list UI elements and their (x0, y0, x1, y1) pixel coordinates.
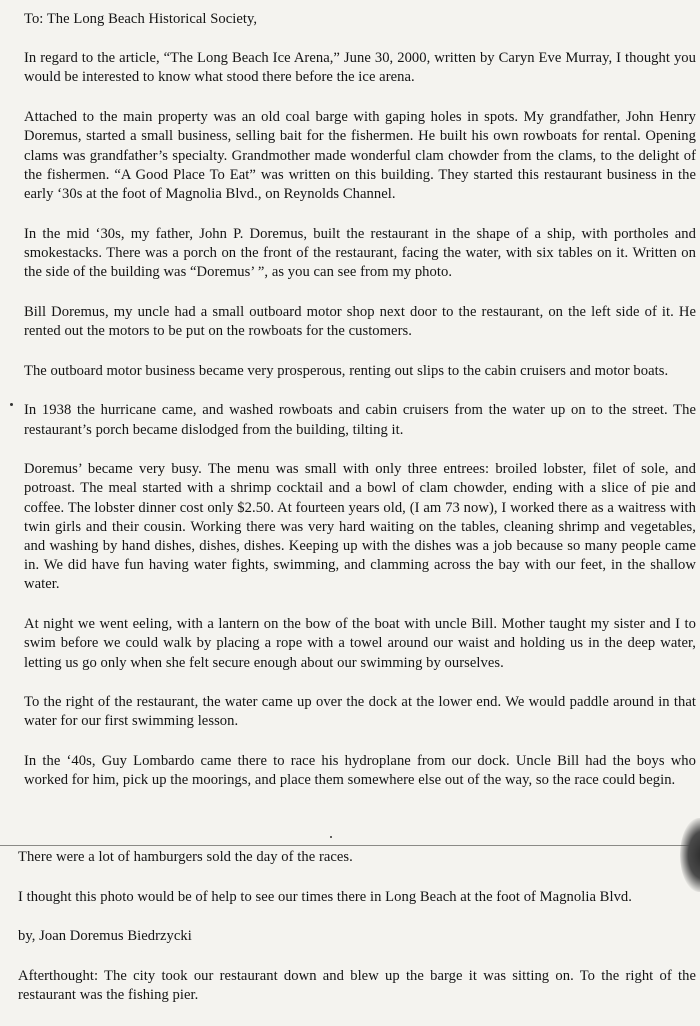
paragraph-guy-lombardo: In the ‘40s, Guy Lombardo came there to race his hydroplane from our dock. Uncle Bill had the boys who worked for him, pick up the moorings, and place them somewhere else out of the way, so the race could begin. (24, 753, 696, 789)
letter-upper-section (24, 10, 696, 811)
paragraph-motor-shop: Bill Doremus, my uncle had a small outboard motor shop next door to the restaurant, on the left side of it. He rented out the motors to be put on the rowboats for the customers. (24, 303, 696, 339)
paragraph-coal-barge: Attached to the main property was an old coal barge with gaping holes in spots. My grandfather, John Henry Doremus, started a small business, selling bait for the fishermen. He built his own rowboats for rental. Opening clams was grandfather’s specialty. Grandmother made wonderful clam chowder from the clams, to the delight of the fishermen. “A Good Place To Eat” was written on this building. They started this restaurant business in the early ‘30s at the foot of Magnolia Blvd., on Reynolds Channel. (24, 109, 696, 202)
paragraph-eeling: At night we went eeling, with a lantern on the bow of the boat with uncle Bill. Mother taught my sister and I to swim before we could walk by placing a rope with a towel around our waist and holding us in the deep water, letting us go only when she felt secure enough about our swimming by ourselves. (24, 616, 696, 671)
scan-speck (330, 836, 332, 838)
paragraph-outboard-business: The outboard motor business became very prosperous, renting out slips to the cabin cruisers and motor boats. (24, 362, 669, 379)
letter-signature: by, Joan Doremus Biedrzycki (18, 928, 192, 945)
scan-speck (10, 403, 13, 406)
letter-lower-section (18, 848, 696, 1026)
paragraph-busy-restaurant: Doremus’ became very busy. The menu was small with only three entrees: broiled lobster, filet of sole, and potroast. The meal started with a shrimp cocktail and a bowl of clam chowder, ending with a slice of pie and coffee. The lobster dinner cost only $2.50. At fourteen years old, (I am 73 now), I worked there as a waitress with twin girls and their cousin. Working there was very hard waiting on the tables, cleaning shrimp and vegetables, and washing by hand dishes, dishes, dishes. Keeping up with the dishes was a job because so many people came in. We did have fun having water fights, swimming, and clamming across the bay with our feet, in the shallow water. (24, 461, 696, 593)
paragraph-photo-note: I thought this photo would be of help to see our times there in Long Beach at the foot of Magnolia Blvd. (18, 888, 632, 905)
scan-fold-line (0, 845, 700, 846)
paragraph-afterthought: Afterthought: The city took our restaurant down and blew up the barge it was sitting on. To the right of the restaurant was the fishing pier. (18, 968, 696, 1004)
paragraph-hurricane: In 1938 the hurricane came, and washed rowboats and cabin cruisers from the water up on to the street. The restaurant’s porch became dislodged from the building, tilting it. (24, 402, 696, 438)
paragraph-swimming-lesson: To the right of the restaurant, the water came up over the dock at the lower end. We would paddle around in that water for our first swimming lesson. (24, 694, 696, 730)
paragraph-hamburgers: There were a lot of hamburgers sold the day of the races. (18, 849, 353, 865)
paragraph-ship-restaurant: In the mid ‘30s, my father, John P. Doremus, built the restaurant in the shape of a ship, with portholes and smokestacks. There was a porch on the front of the restaurant, facing the water, with six tables on it. Written on the side of the building was “Doremus’ ”, as you can see from my photo. (24, 225, 696, 281)
letter-greeting: To: The Long Beach Historical Society, (24, 11, 258, 27)
paragraph-article-reference: In regard to the article, “The Long Beach Ice Arena,” June 30, 2000, written by Caryn Eve Murray, I thought you would be interested to know what stood there before the ice arena. (24, 50, 696, 86)
